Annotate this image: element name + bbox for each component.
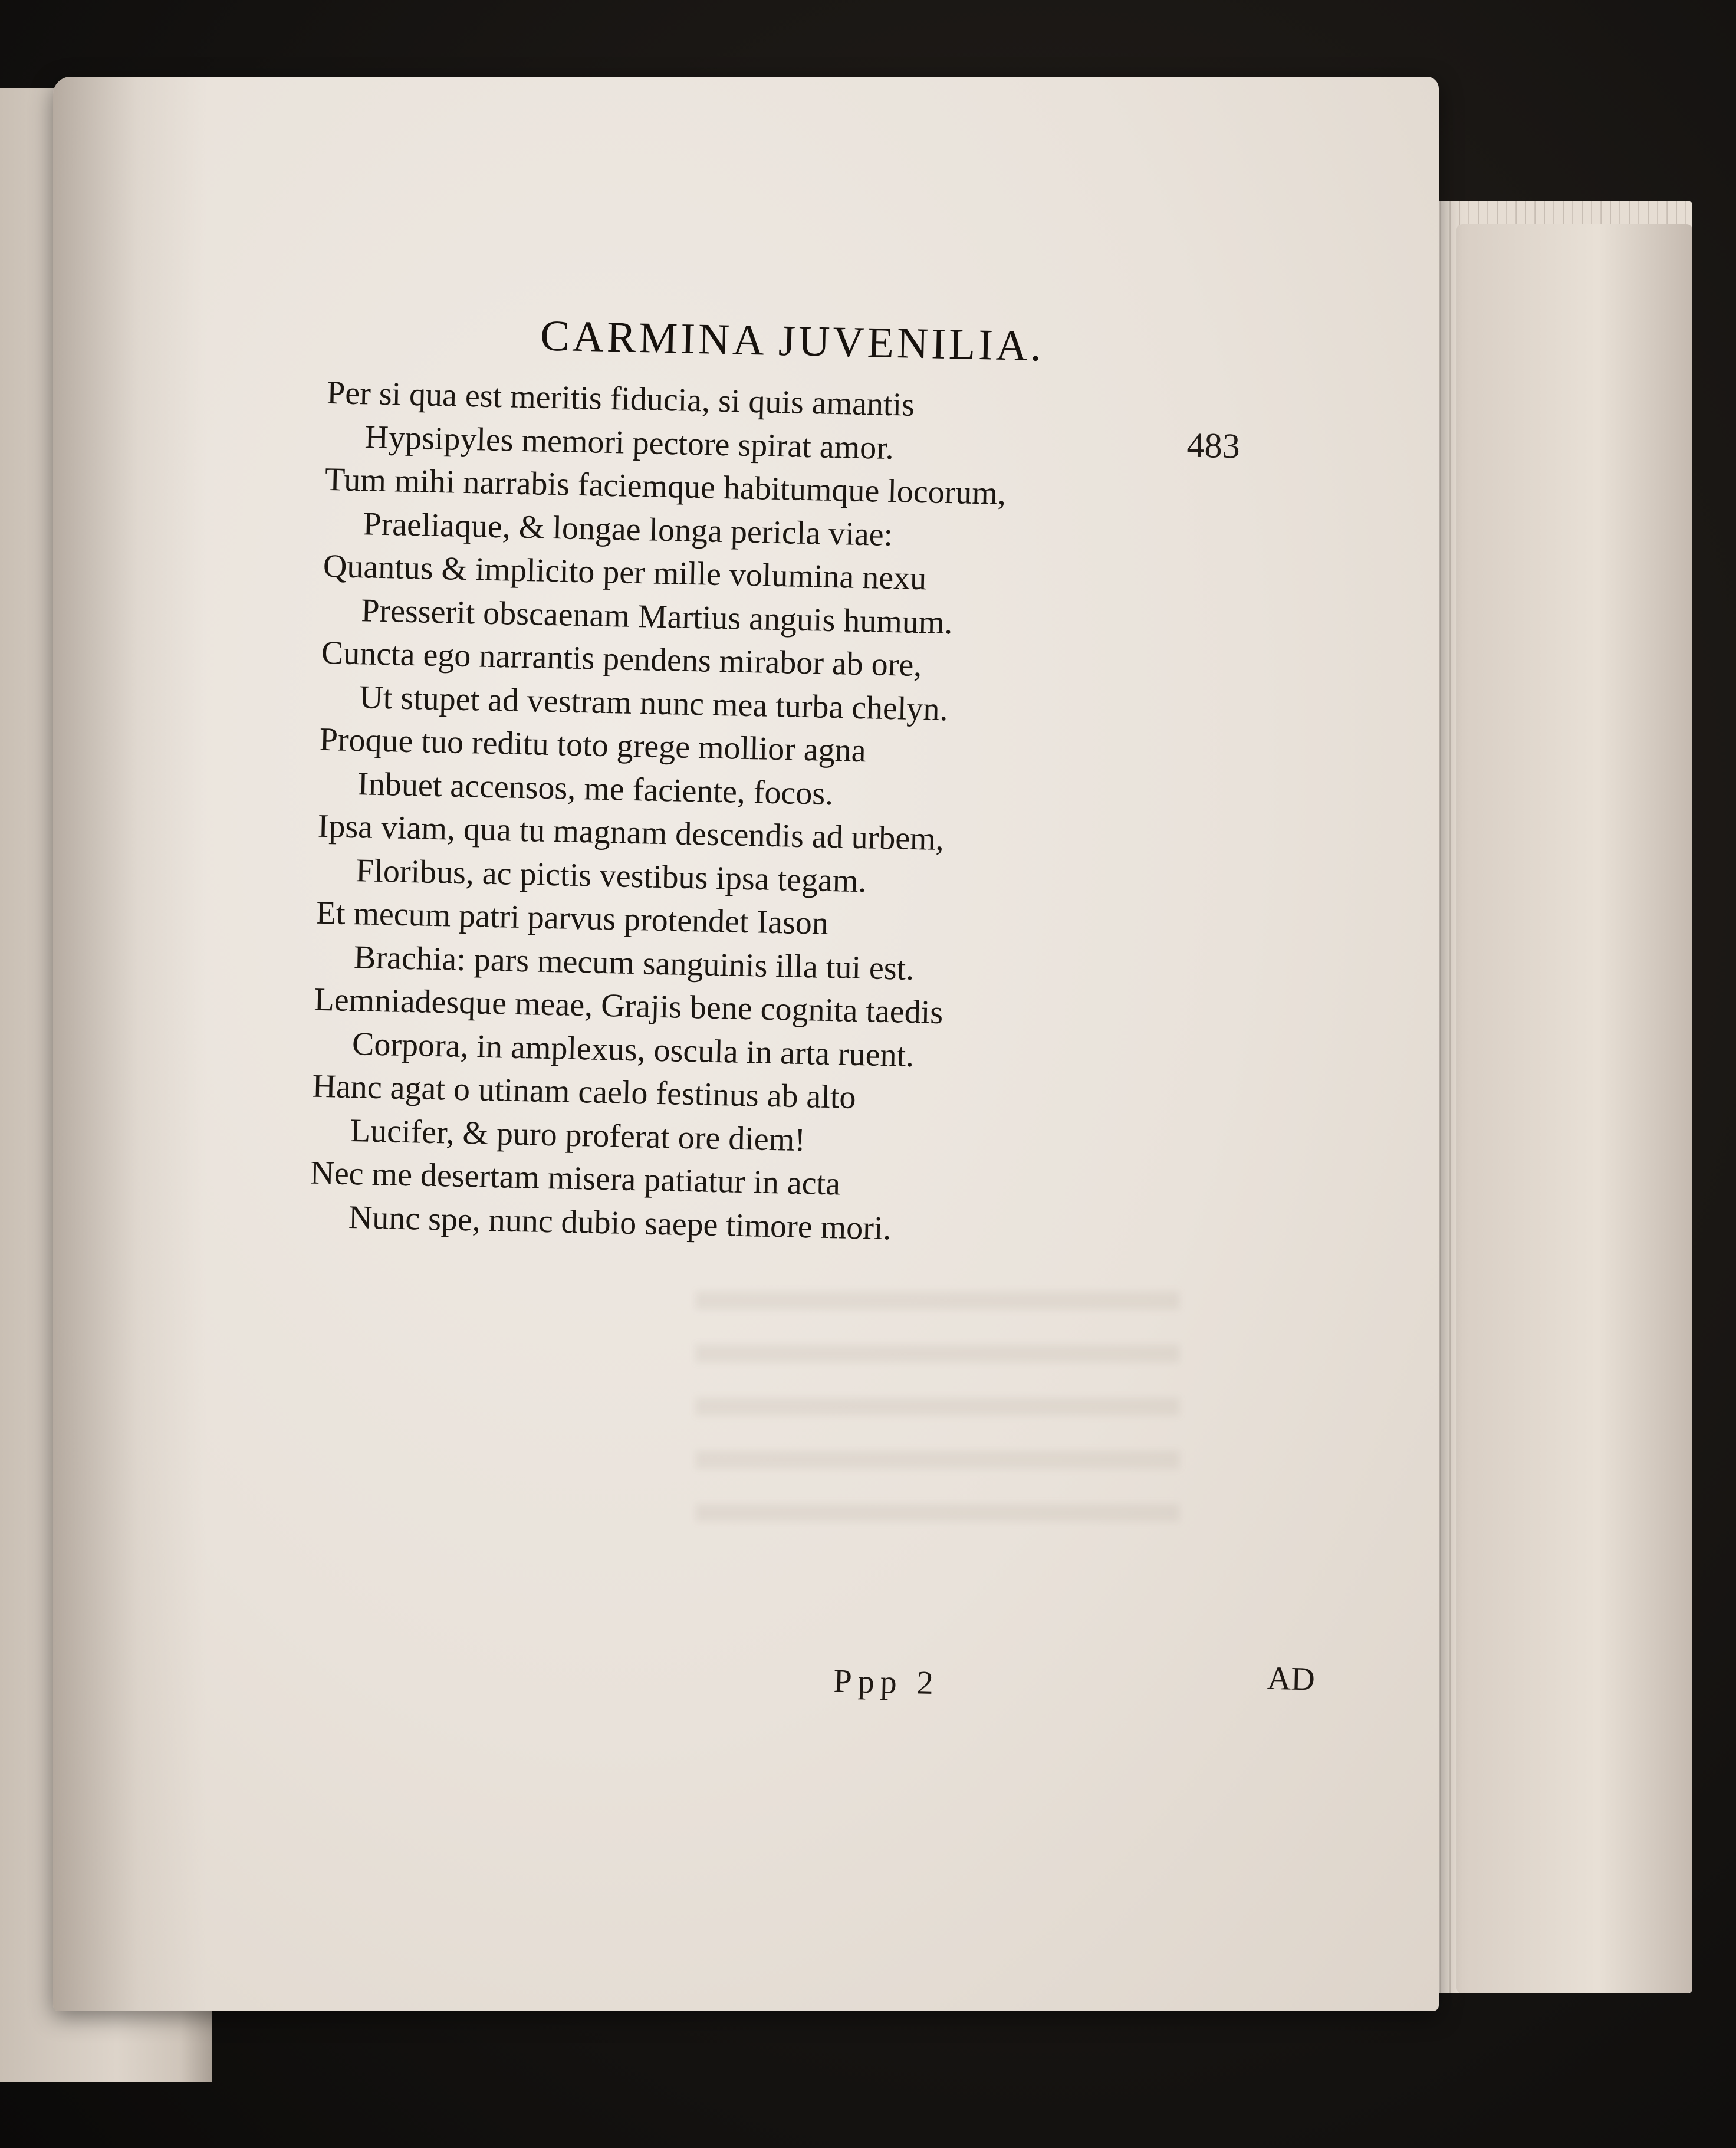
- verse-line-text: Ut stupet ad vestram nunc mea turba chelyn.: [359, 678, 949, 728]
- verse-line-text: Quantus & implicito per mille volumina nexu: [323, 547, 927, 597]
- verse-line-text: Corpora, in amplexus, oscula in arta ruent.: [351, 1025, 915, 1074]
- text-block: [310, 230, 1333, 1702]
- verse-line-text: Hypsipyles memori pectore spirat amor.: [364, 418, 895, 467]
- verse-line-text: Brachia: pars mecum sanguinis illa tui est.: [353, 938, 915, 987]
- verse-line-text: Inbuet accensos, me faciente, focos.: [357, 765, 834, 812]
- verse-line-text: Lemniadesque meae, Grajis bene cognita taedis: [314, 981, 943, 1032]
- catchword: AD: [1267, 1660, 1316, 1698]
- verse-line-text: Ipsa viam, qua tu magnam descendis ad urbem,: [317, 807, 945, 858]
- page-number: 483: [1186, 425, 1241, 466]
- verse-line-text: Per si qua est meritis fiducia, si quis amantis: [326, 374, 915, 423]
- show-through-text: [696, 1292, 1179, 1539]
- gutter-shadow: [53, 77, 206, 2011]
- verse-line-text: Presserit obscaenam Martius anguis humum.: [360, 592, 954, 641]
- verse-line-text: Lucifer, & puro proferat ore diem!: [350, 1112, 806, 1158]
- verse-line-text: Et mecum patri parvus protendet Iason: [315, 894, 829, 942]
- verse-line-text: Nunc spe, nunc dubio saepe timore mori.: [348, 1198, 892, 1247]
- verse-line-text: Tum mihi narrabis faciemque habitumque locorum,: [324, 461, 1007, 513]
- verse-list: [309, 372, 1008, 1253]
- verse-line-text: Praeliaque, & longae longa pericla viae:: [362, 505, 893, 553]
- verse-line-text: Floribus, ac pictis vestibus ipsa tegam.: [355, 852, 867, 899]
- right-page: [53, 77, 1439, 2011]
- verse-line-text: Proque tuo reditu toto grege mollior agna: [319, 721, 867, 770]
- page-edges-surface: [1456, 224, 1692, 1993]
- running-head: CARMINA JUVENILIA.: [540, 311, 1045, 371]
- signature-mark: Ppp 2: [833, 1663, 940, 1702]
- verse-line-text: Nec me desertam misera patiatur in acta: [310, 1154, 841, 1203]
- verse-line-text: Cuncta ego narrantis pendens mirabor ab ore,: [321, 634, 922, 684]
- verse-line-text: Hanc agat o utinam caelo festinus ab alto: [311, 1068, 857, 1116]
